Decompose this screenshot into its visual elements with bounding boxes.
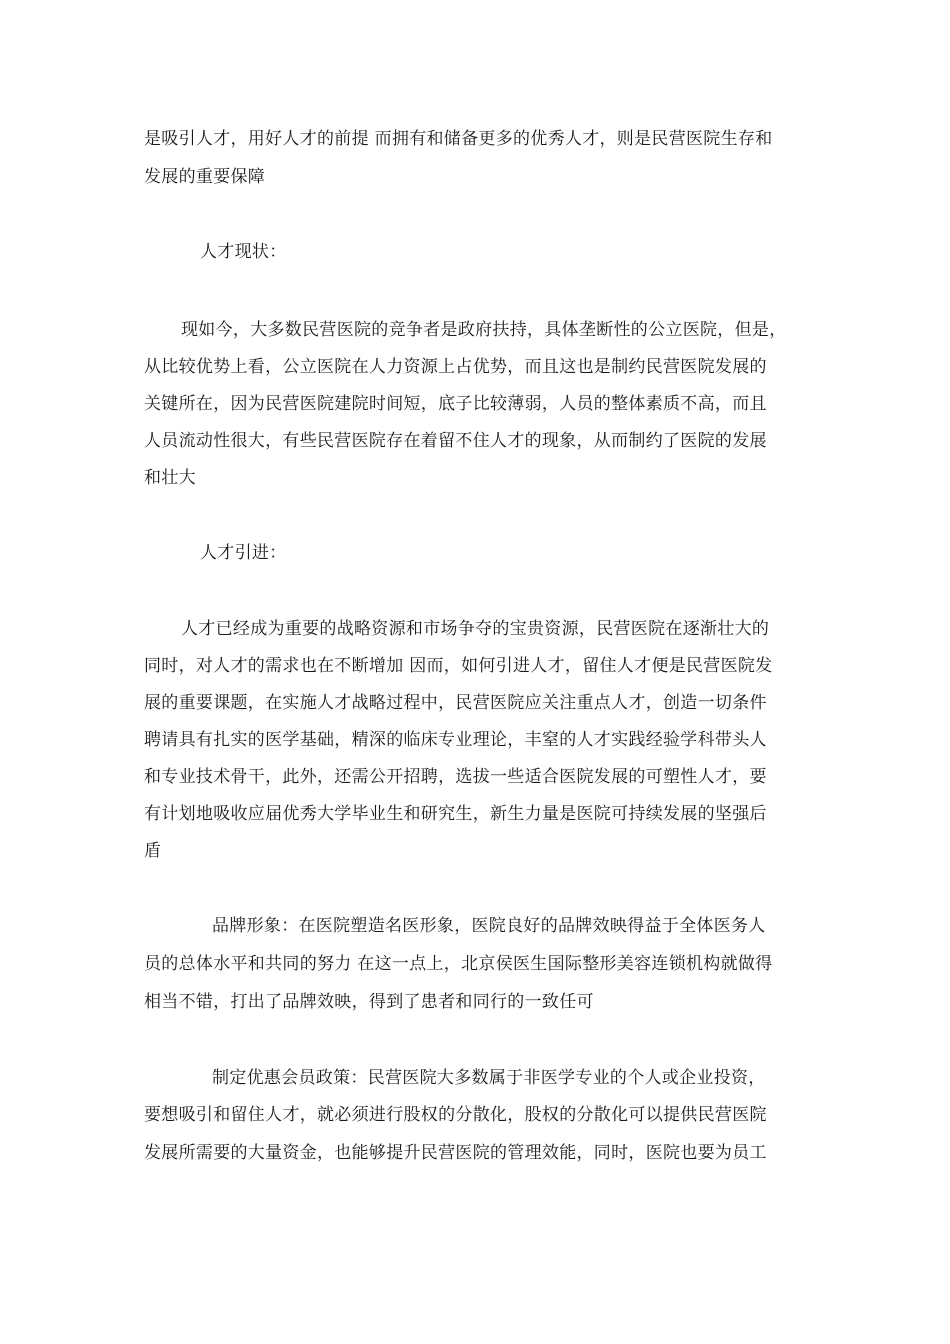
intro-line-2: 发展的重要保障 xyxy=(144,167,266,187)
policy-line-2: 要想吸引和留住人才，就必须进行股权的分散化，股权的分散化可以提供民营医院 xyxy=(144,1105,767,1125)
talent-line-1: 人才已经成为重要的战略资源和市场争夺的宝贵资源，民营医院在逐渐壮大的 xyxy=(181,619,770,639)
talent-line-3: 展的重要课题，在实施人才战略过程中，民营医院应关注重点人才，创造一切条件 xyxy=(144,693,767,713)
talent-line-4: 聘请具有扎实的医学基础，精深的临床专业理论，丰窒的人才实践经验学科带头人 xyxy=(144,730,767,750)
status-line-2: 从比较优势上看，公立医院在人力资源上占优势，而且这也是制约民营医院发展的 xyxy=(144,357,767,377)
talent-line-6: 有计划地吸收应届优秀大学毕业生和研究生，新生力量是医院可持续发展的坚强后 xyxy=(144,804,767,824)
heading-talent-status: 人才现状： xyxy=(200,242,287,262)
talent-line-7: 盾 xyxy=(144,841,162,861)
status-line-4: 人员流动性很大，有些民营医院存在着留不住人才的现象，从而制约了医院的发展 xyxy=(144,431,767,451)
intro-line-1: 是吸引人才，用好人才的前提 而拥有和储备更多的优秀人才，则是民营医院生存和 xyxy=(144,129,773,149)
policy-line-1: 制定优惠会员政策：民营医院大多数属于非医学专业的个人或企业投资， xyxy=(212,1068,766,1088)
talent-line-5: 和专业技术骨干，此外，还需公开招聘，选拔一些适合医院发展的可塑性人才，要 xyxy=(144,767,767,787)
status-line-1: 现如今，大多数民营医院的竞争者是政府扶持，具体垄断性的公立医院，但是， xyxy=(181,320,787,340)
brand-line-1: 品牌形象：在医院塑造名医形象，医院良好的品牌效映得益于全体医务人 xyxy=(212,916,766,936)
talent-line-2: 同时，对人才的需求也在不断增加 因而，如何引进人才，留住人才便是民营医院发 xyxy=(144,656,773,676)
brand-line-3: 相当不错，打出了品牌效映，得到了患者和同行的一致任可 xyxy=(144,992,594,1012)
brand-line-2: 员的总体水平和共同的努力 在这一点上，北京侯医生国际整形美容连锁机构就做得 xyxy=(144,954,773,974)
heading-talent-introduction: 人才引进： xyxy=(200,543,287,563)
status-line-3: 关键所在，因为民营医院建院时间短，底子比较薄弱，人员的整体素质不高，而且 xyxy=(144,394,767,414)
policy-line-3: 发展所需要的大量资金，也能够提升民营医院的管理效能，同时，医院也要为员工 xyxy=(144,1143,767,1163)
status-line-5: 和壮大 xyxy=(144,468,196,488)
